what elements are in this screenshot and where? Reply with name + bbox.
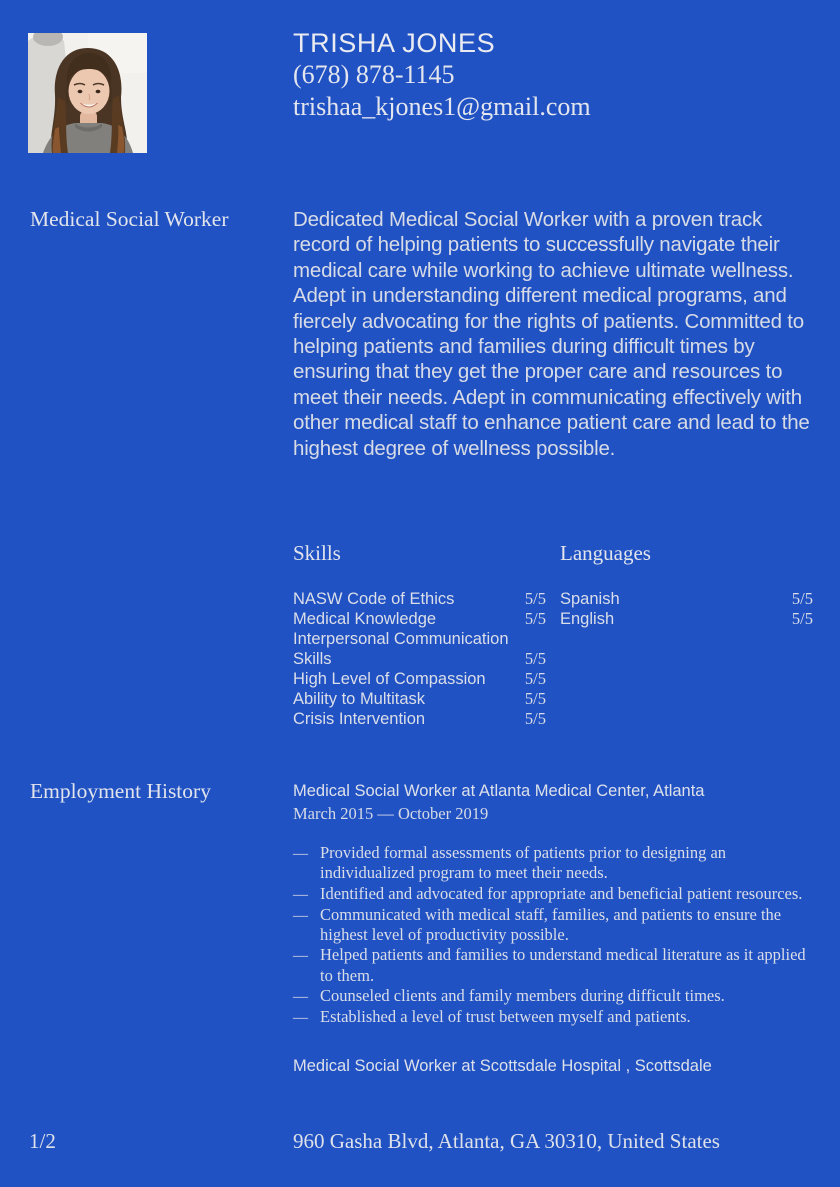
dash-bullet-icon: [293, 905, 320, 946]
skills-languages-section: [293, 541, 814, 729]
dash-bullet-icon: [293, 1007, 320, 1028]
skill-row: [293, 669, 546, 689]
language-row: [560, 609, 813, 629]
languages-list: [560, 589, 813, 629]
skill-name: Crisis Intervention: [293, 710, 426, 728]
skill-name: Ability to Multitask: [293, 690, 426, 708]
header: [293, 28, 591, 122]
employment-history-section: [293, 781, 814, 1076]
skill-row: [293, 629, 546, 669]
address: 960 Gasha Blvd, Atlanta, GA 30310, United States: [293, 1129, 720, 1153]
skill-name: Interpersonal Communication Skills: [293, 630, 509, 668]
job-bullet-list: [293, 843, 814, 1029]
language-name: Spanish: [560, 590, 620, 608]
profile-photo-image: [28, 33, 147, 153]
employment-history-label: Employment History: [30, 779, 211, 803]
job-bullet-text: Established a level of trust between myself and patients.: [320, 1007, 691, 1027]
languages-section: [560, 541, 813, 729]
languages-title: Languages: [560, 541, 651, 565]
skill-row: [293, 709, 546, 729]
dash-bullet-icon: [293, 986, 320, 1007]
candidate-name: TRISHA JONES: [293, 28, 496, 58]
skill-name: High Level of Compassion: [293, 670, 486, 688]
language-row: [560, 589, 813, 609]
skill-level: 5/5: [524, 689, 546, 708]
skill-level: 5/5: [524, 649, 546, 668]
job-bullet-text: Helped patients and families to understand medical literature as it applied to them.: [320, 945, 806, 985]
job-bullet-text: Identified and advocated for appropriate and beneficial patient resources.: [320, 883, 803, 903]
job-bullet-text: Provided formal assessments of patients prior to designing an individualized program to meet their needs.: [320, 843, 727, 883]
language-level: 5/5: [791, 589, 813, 608]
skills-title: Skills: [293, 541, 341, 565]
language-name: English: [560, 610, 615, 628]
job-bullet-text: Counseled clients and family members during difficult times.: [320, 986, 725, 1006]
skill-name: Medical Knowledge: [293, 610, 437, 628]
skill-level: 5/5: [524, 669, 546, 688]
skill-level: 5/5: [524, 609, 546, 628]
dash-bullet-icon: [293, 843, 320, 884]
job-title: Medical Social Worker at Scottsdale Hospital , Scottsdale: [293, 1056, 712, 1075]
phone-number: (678) 878-1145: [293, 60, 455, 89]
job-bullet: [293, 945, 814, 986]
job-title: Medical Social Worker at Atlanta Medical Center, Atlanta: [293, 782, 705, 800]
skill-level: 5/5: [524, 589, 546, 608]
job-dates: March 2015 — October 2019: [293, 804, 489, 823]
job-title-label: Medical Social Worker: [30, 207, 229, 231]
skill-row: [293, 609, 546, 629]
page-indicator: 1/2: [29, 1129, 56, 1153]
job-bullet: [293, 884, 814, 905]
email-address: trishaa_kjones1@gmail.com: [293, 91, 591, 121]
job-bullet: [293, 986, 814, 1007]
language-level: 5/5: [791, 609, 813, 628]
skill-level: 5/5: [524, 709, 546, 728]
job-bullet-text: Communicated with medical staff, families, and patients to ensure the highest level of productivity possible.: [320, 904, 782, 945]
dash-bullet-icon: [293, 945, 320, 986]
profile-photo: [28, 33, 147, 153]
job-bullet: [293, 905, 814, 946]
job-bullet: [293, 843, 814, 884]
skills-section: [293, 541, 546, 729]
job-bullet: [293, 1007, 814, 1028]
skill-row: [293, 589, 546, 609]
skill-name: NASW Code of Ethics: [293, 590, 455, 608]
skill-row: [293, 689, 546, 709]
dash-bullet-icon: [293, 884, 320, 905]
skills-list: [293, 589, 546, 729]
profile-summary: Dedicated Medical Social Worker with a proven track record of helping patients to successfully navigate their medical care while working to achieve ultimate wellness. Adept in understanding different medical programs, and fiercely advocating for the rights of patients. Committed to helping patients and families during difficult times by ensuring that they get the proper care and resources to meet their needs. Adept in communicating effectively with other medical staff to enhance patient care and lead to the highest degree of wellness possible.: [293, 208, 810, 460]
